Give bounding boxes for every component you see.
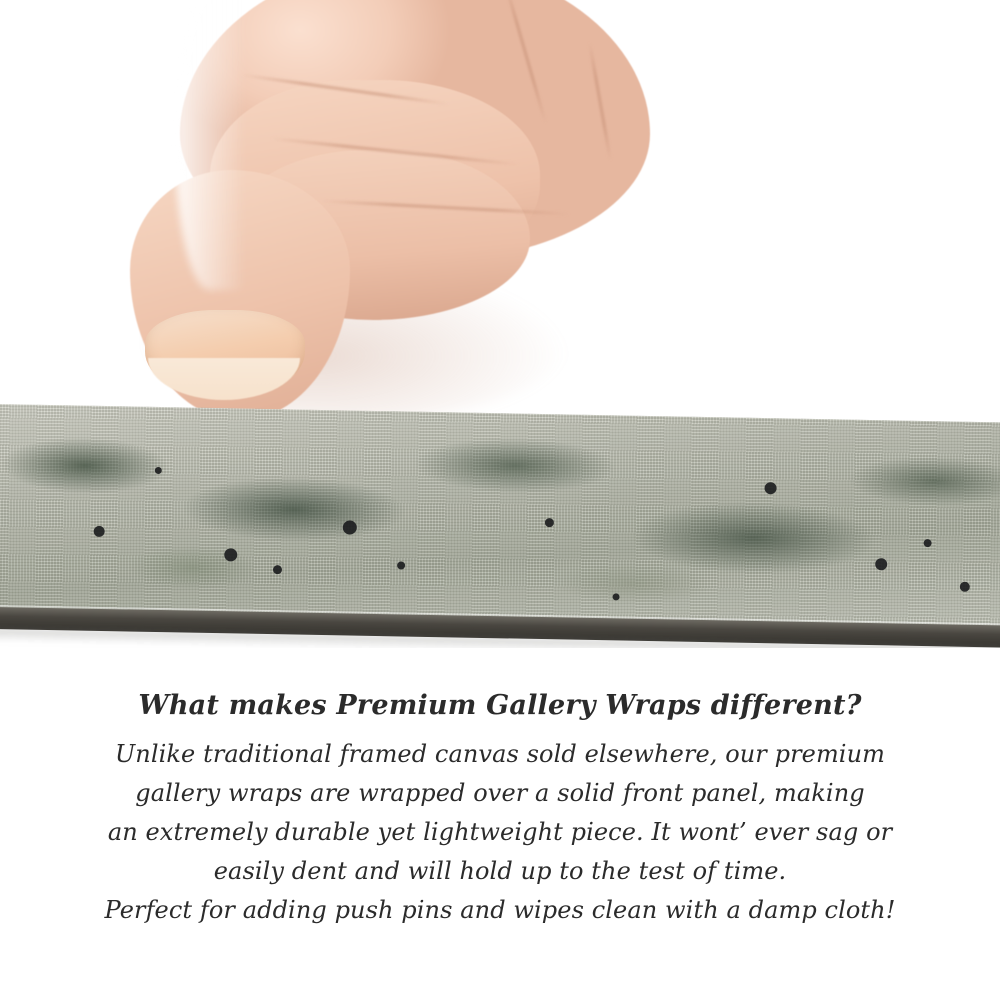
caption-line-3: an extremely durable yet lightweight piece. It wont’ ever sag or [107, 817, 893, 846]
caption-line-2: gallery wraps are wrapped over a solid front panel, making [135, 778, 865, 807]
caption-line-4: easily dent and will hold up to the test of time. [213, 856, 787, 885]
print-speck [224, 548, 237, 561]
print-speck [764, 482, 776, 494]
caption-line-5: Perfect for adding push pins and wipes clean with a damp cloth! [104, 895, 896, 924]
print-speck [273, 565, 282, 574]
print-speck [613, 593, 620, 600]
print-speck [960, 582, 970, 592]
print-speck [924, 539, 932, 547]
caption-line-1: Unlike traditional framed canvas sold elsewhere, our premium [114, 740, 885, 768]
hand-illustration [120, 0, 720, 430]
caption-block [0, 690, 1000, 929]
print-speck [545, 518, 554, 527]
caption-heading: What makes Premium Gallery Wraps different? [138, 690, 862, 721]
canvas-print-surface [0, 404, 1000, 627]
print-speck [875, 558, 887, 570]
print-speck [155, 467, 162, 474]
print-speck [343, 520, 357, 534]
hand-highlight [175, 0, 245, 290]
canvas-wrap-edge [0, 404, 1000, 648]
print-speck [94, 526, 105, 537]
print-speck [397, 561, 405, 569]
